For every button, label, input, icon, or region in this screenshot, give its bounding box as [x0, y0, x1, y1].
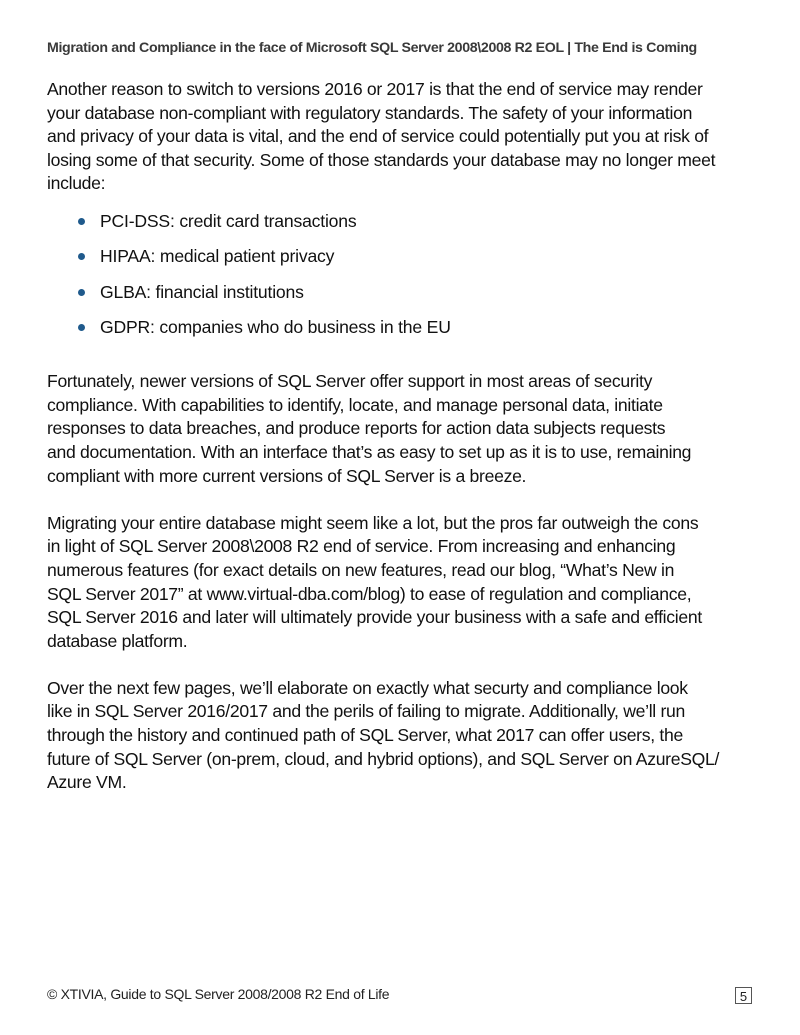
text-line: database platform.: [47, 630, 188, 651]
text-line: numerous features (for exact details on new features, read our blog, “What’s New in: [47, 559, 675, 580]
text-line: responses to data breaches, and produce reports for action data subjects requests: [47, 418, 666, 439]
standards-list: [47, 210, 767, 351]
text-line: in light of SQL Server 2008\2008 R2 end of service. From increasing and enhancing: [47, 536, 676, 557]
text-line: future of SQL Server (on-prem, cloud, and hybrid options), and SQL Server on AzureSQL/: [47, 748, 720, 769]
list-item: [47, 210, 767, 245]
text-line: include:: [47, 173, 106, 194]
text-line: and documentation. With an interface that’s as easy to set up as it is to use, remaining: [47, 441, 692, 462]
paragraph-next-pages: [47, 677, 767, 795]
list-item-text: GLBA: financial institutions: [100, 281, 304, 302]
text-line: and privacy of your data is vital, and the end of service could potentially put you at risk of: [47, 126, 709, 147]
footer-copyright: © XTIVIA, Guide to SQL Server 2008/2008 R2 End of Life: [47, 986, 390, 1002]
list-item-text: HIPAA: medical patient privacy: [100, 246, 335, 267]
list-item-text: PCI-DSS: credit card transactions: [100, 210, 357, 231]
text-line: Fortunately, newer versions of SQL Server offer support in most areas of security: [47, 371, 653, 392]
page-number: 5: [735, 987, 752, 1004]
text-line: compliance. With capabilities to identify, locate, and manage personal data, initiate: [47, 394, 663, 415]
paragraph-migration-benefits: [47, 512, 767, 654]
text-line: Migrating your entire database might seem like a lot, but the pros far outweigh the cons: [47, 512, 699, 533]
list-item: [47, 316, 767, 351]
running-header: Migration and Compliance in the face of Microsoft SQL Server 2008\2008 R2 EOL | The End is Coming: [47, 40, 697, 56]
text-line: losing some of that security. Some of those standards your database may no longer meet: [47, 149, 716, 170]
text-line: your database non-compliant with regulatory standards. The safety of your information: [47, 102, 693, 123]
page-content: [47, 78, 767, 795]
bullet-icon: [78, 289, 85, 296]
list-item-text: GDPR: companies who do business in the EU: [100, 316, 451, 337]
list-item: [47, 245, 767, 280]
text-line: SQL Server 2017” at www.virtual-dba.com/blog) to ease of regulation and compliance,: [47, 583, 692, 604]
text-line: SQL Server 2016 and later will ultimately provide your business with a safe and efficient: [47, 607, 702, 628]
text-line: like in SQL Server 2016/2017 and the perils of failing to migrate. Additionally, we’ll run: [47, 701, 686, 722]
text-line: Azure VM.: [47, 772, 127, 793]
bullet-icon: [78, 253, 85, 260]
paragraph-newer-versions: [47, 370, 767, 488]
text-line: through the history and continued path of SQL Server, what 2017 can offer users, the: [47, 725, 683, 746]
text-line: compliant with more current versions of SQL Server is a breeze.: [47, 465, 527, 486]
paragraph-spacer: [47, 488, 767, 512]
bullet-icon: [78, 324, 85, 331]
paragraph-spacer: [47, 653, 767, 677]
text-line: Another reason to switch to versions 2016 or 2017 is that the end of service may render: [47, 79, 703, 99]
paragraph-compliance-intro: [47, 78, 767, 196]
list-item: [47, 281, 767, 316]
text-line: Over the next few pages, we’ll elaborate on exactly what securty and compliance look: [47, 677, 688, 698]
bullet-icon: [78, 218, 85, 225]
